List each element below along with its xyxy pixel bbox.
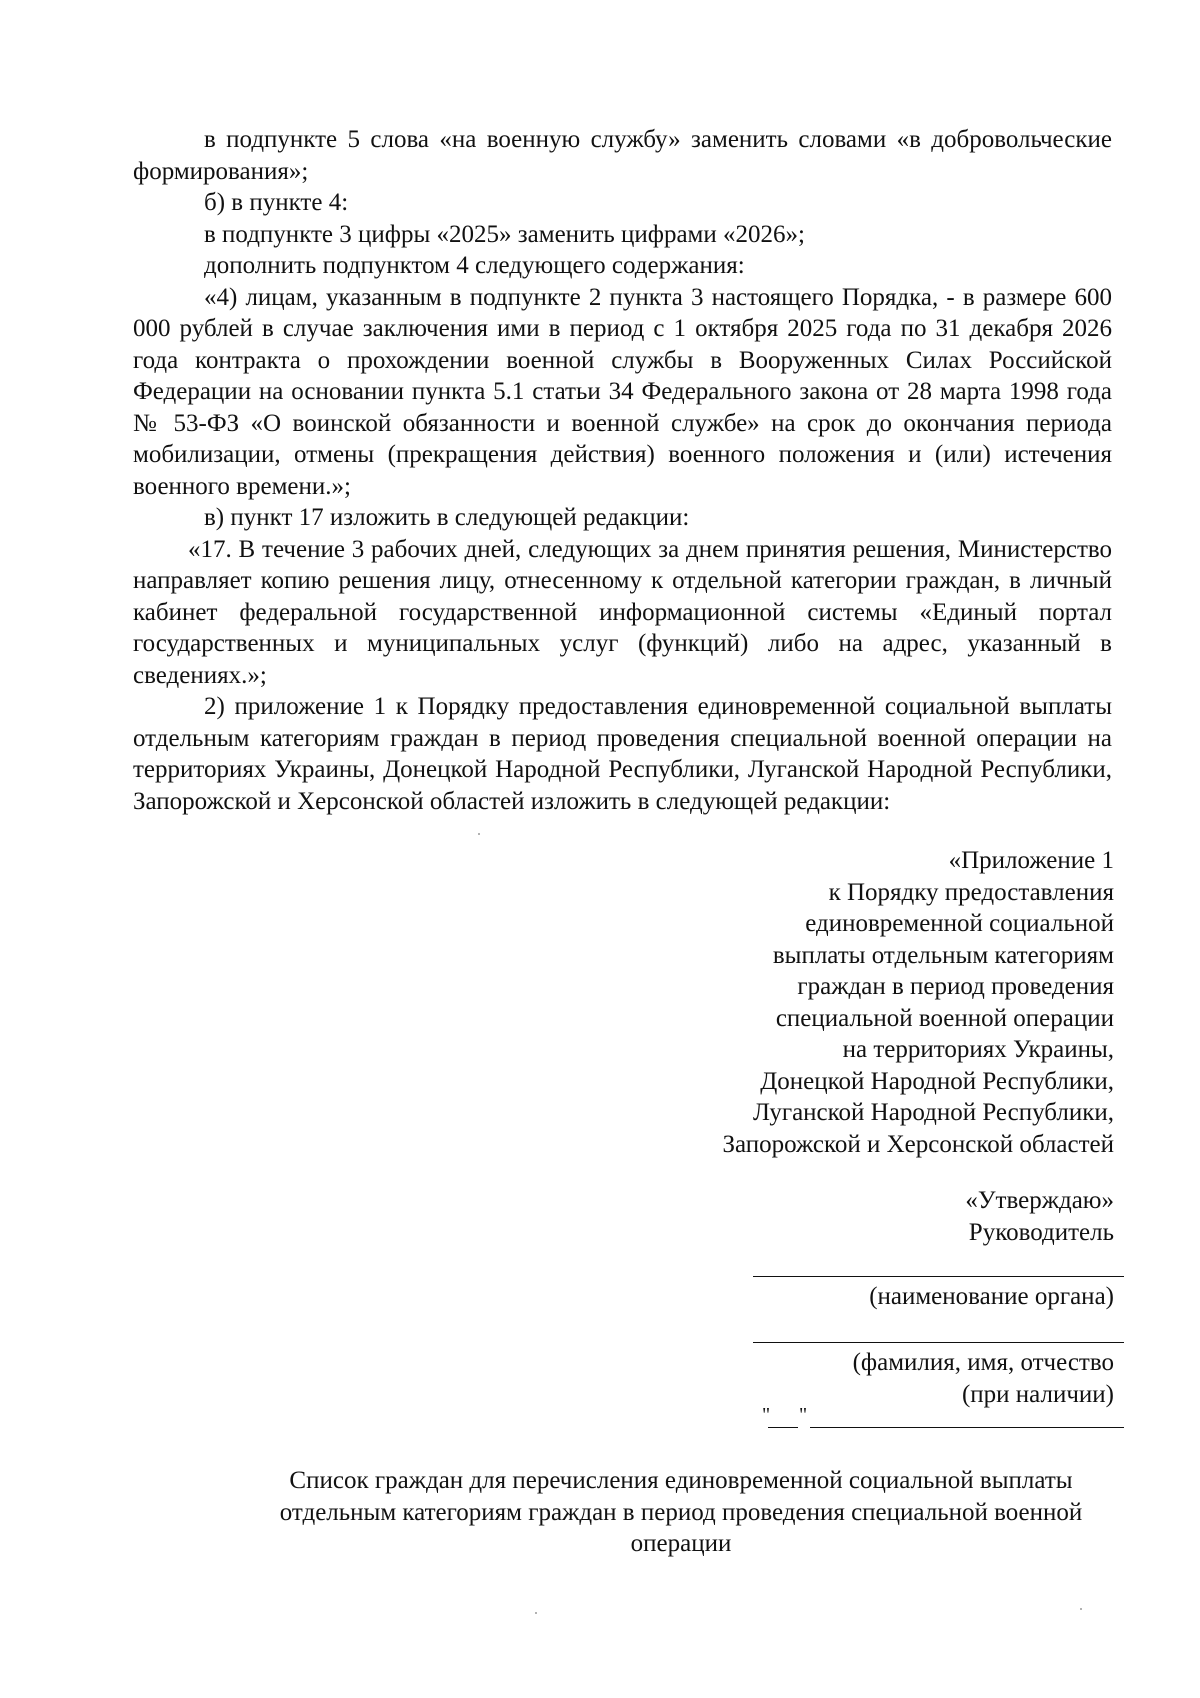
appendix-line: «Приложение 1: [948, 847, 1114, 874]
appendix-line: специальной военной операции: [775, 1004, 1114, 1032]
list-title-line: отдельным категориям граждан в период проведения специальной военной: [279, 1498, 1083, 1526]
scan-speck: [478, 833, 480, 835]
approve-label: «Утверждаю»: [965, 1187, 1114, 1214]
appendix-header: [594, 845, 1114, 1160]
appendix-line: на территориях Украины,: [842, 1036, 1114, 1063]
name-caption-optional: (при наличии): [961, 1380, 1114, 1408]
amendment-text: [133, 124, 1112, 817]
list-title-line: Список граждан для перечисления единовременной социальной выплаты: [289, 1467, 1073, 1494]
appendix-line: граждан в период проведения: [797, 973, 1114, 1000]
appendix-line: Запорожской и Херсонской областей: [722, 1130, 1114, 1158]
paragraph-subpoint-5: в подпункте 5 слова «на военную службу» заменить словами «в добровольческие формирования»;: [133, 126, 1112, 185]
list-title-line: операции: [630, 1530, 732, 1557]
date-quote-close: ": [799, 1404, 808, 1426]
head-label: Руководитель: [968, 1218, 1114, 1246]
month-year-line: [810, 1427, 1124, 1428]
list-title: [233, 1465, 1129, 1560]
appendix-line: единовременной социальной: [805, 910, 1114, 937]
scan-speck: [535, 1612, 537, 1614]
day-line: [768, 1427, 798, 1428]
appendix-line: выплаты отдельным категориям: [772, 941, 1114, 969]
organ-caption: (наименование органа): [869, 1283, 1114, 1310]
approval-block: [694, 1185, 1114, 1248]
organ-caption-block: [694, 1281, 1114, 1313]
paragraph-subpoint-3: в подпункте 3 цифры «2025» заменить цифрами «2026»;: [204, 220, 805, 248]
organ-name-line: [753, 1276, 1124, 1277]
name-caption: (фамилия, имя, отчество: [852, 1349, 1114, 1376]
paragraph-point-17-text: «17. В течение 3 рабочих дней, следующих за днем принятия решения, Министерство направляет копию решения лицу, отнесенному к отдельной категории граждан, в личный кабинет федеральной государственной информационной системы «Единый портал государственных и муниципальных услуг (функций) либо на адрес, указанный в сведениях.»;: [133, 535, 1112, 689]
paragraph-appendix-1: 2) приложение 1 к Порядку предоставления единовременной социальной выплаты отдельным категориям граждан в период проведения специальной военной операции на территориях Украины, Донецкой Народной Республики, Луганской Народной Республики, Запорожской и Херсонской областей изложить в следующей редакции:: [133, 693, 1112, 815]
full-name-line: [753, 1342, 1124, 1343]
paragraph-subpoint-4-text: «4) лицам, указанным в подпункте 2 пункта 3 настоящего Порядка, - в размере 600 000 рублей в случае заключения ими в период с 1 октября 2025 года по 31 декабря 2026 года контракта о прохождении военной службы в Вооруженных Силах Российской Федерации на основании пункта 5.1 статьи 34 Федерального закона от 28 марта 1998 года № 53-ФЗ «О воинской обязанности и военной службе» на срок до окончания периода мобилизации, отмены (прекращения действия) военного положения и (или) истечения военного времени.»;: [133, 283, 1112, 500]
paragraph-point-17: в) пункт 17 изложить в следующей редакции:: [204, 504, 690, 531]
appendix-line: Донецкой Народной Республики,: [760, 1067, 1114, 1095]
scan-speck: [1080, 1608, 1082, 1610]
appendix-line: Луганской Народной Республики,: [753, 1099, 1114, 1126]
date-field: [762, 1400, 1124, 1440]
paragraph-add-subpoint-4: дополнить подпунктом 4 следующего содержания:: [204, 252, 745, 279]
paragraph-point-4: б) в пункте 4:: [204, 189, 349, 216]
date-quote-open: ": [762, 1404, 771, 1426]
appendix-line: к Порядку предоставления: [828, 878, 1114, 906]
